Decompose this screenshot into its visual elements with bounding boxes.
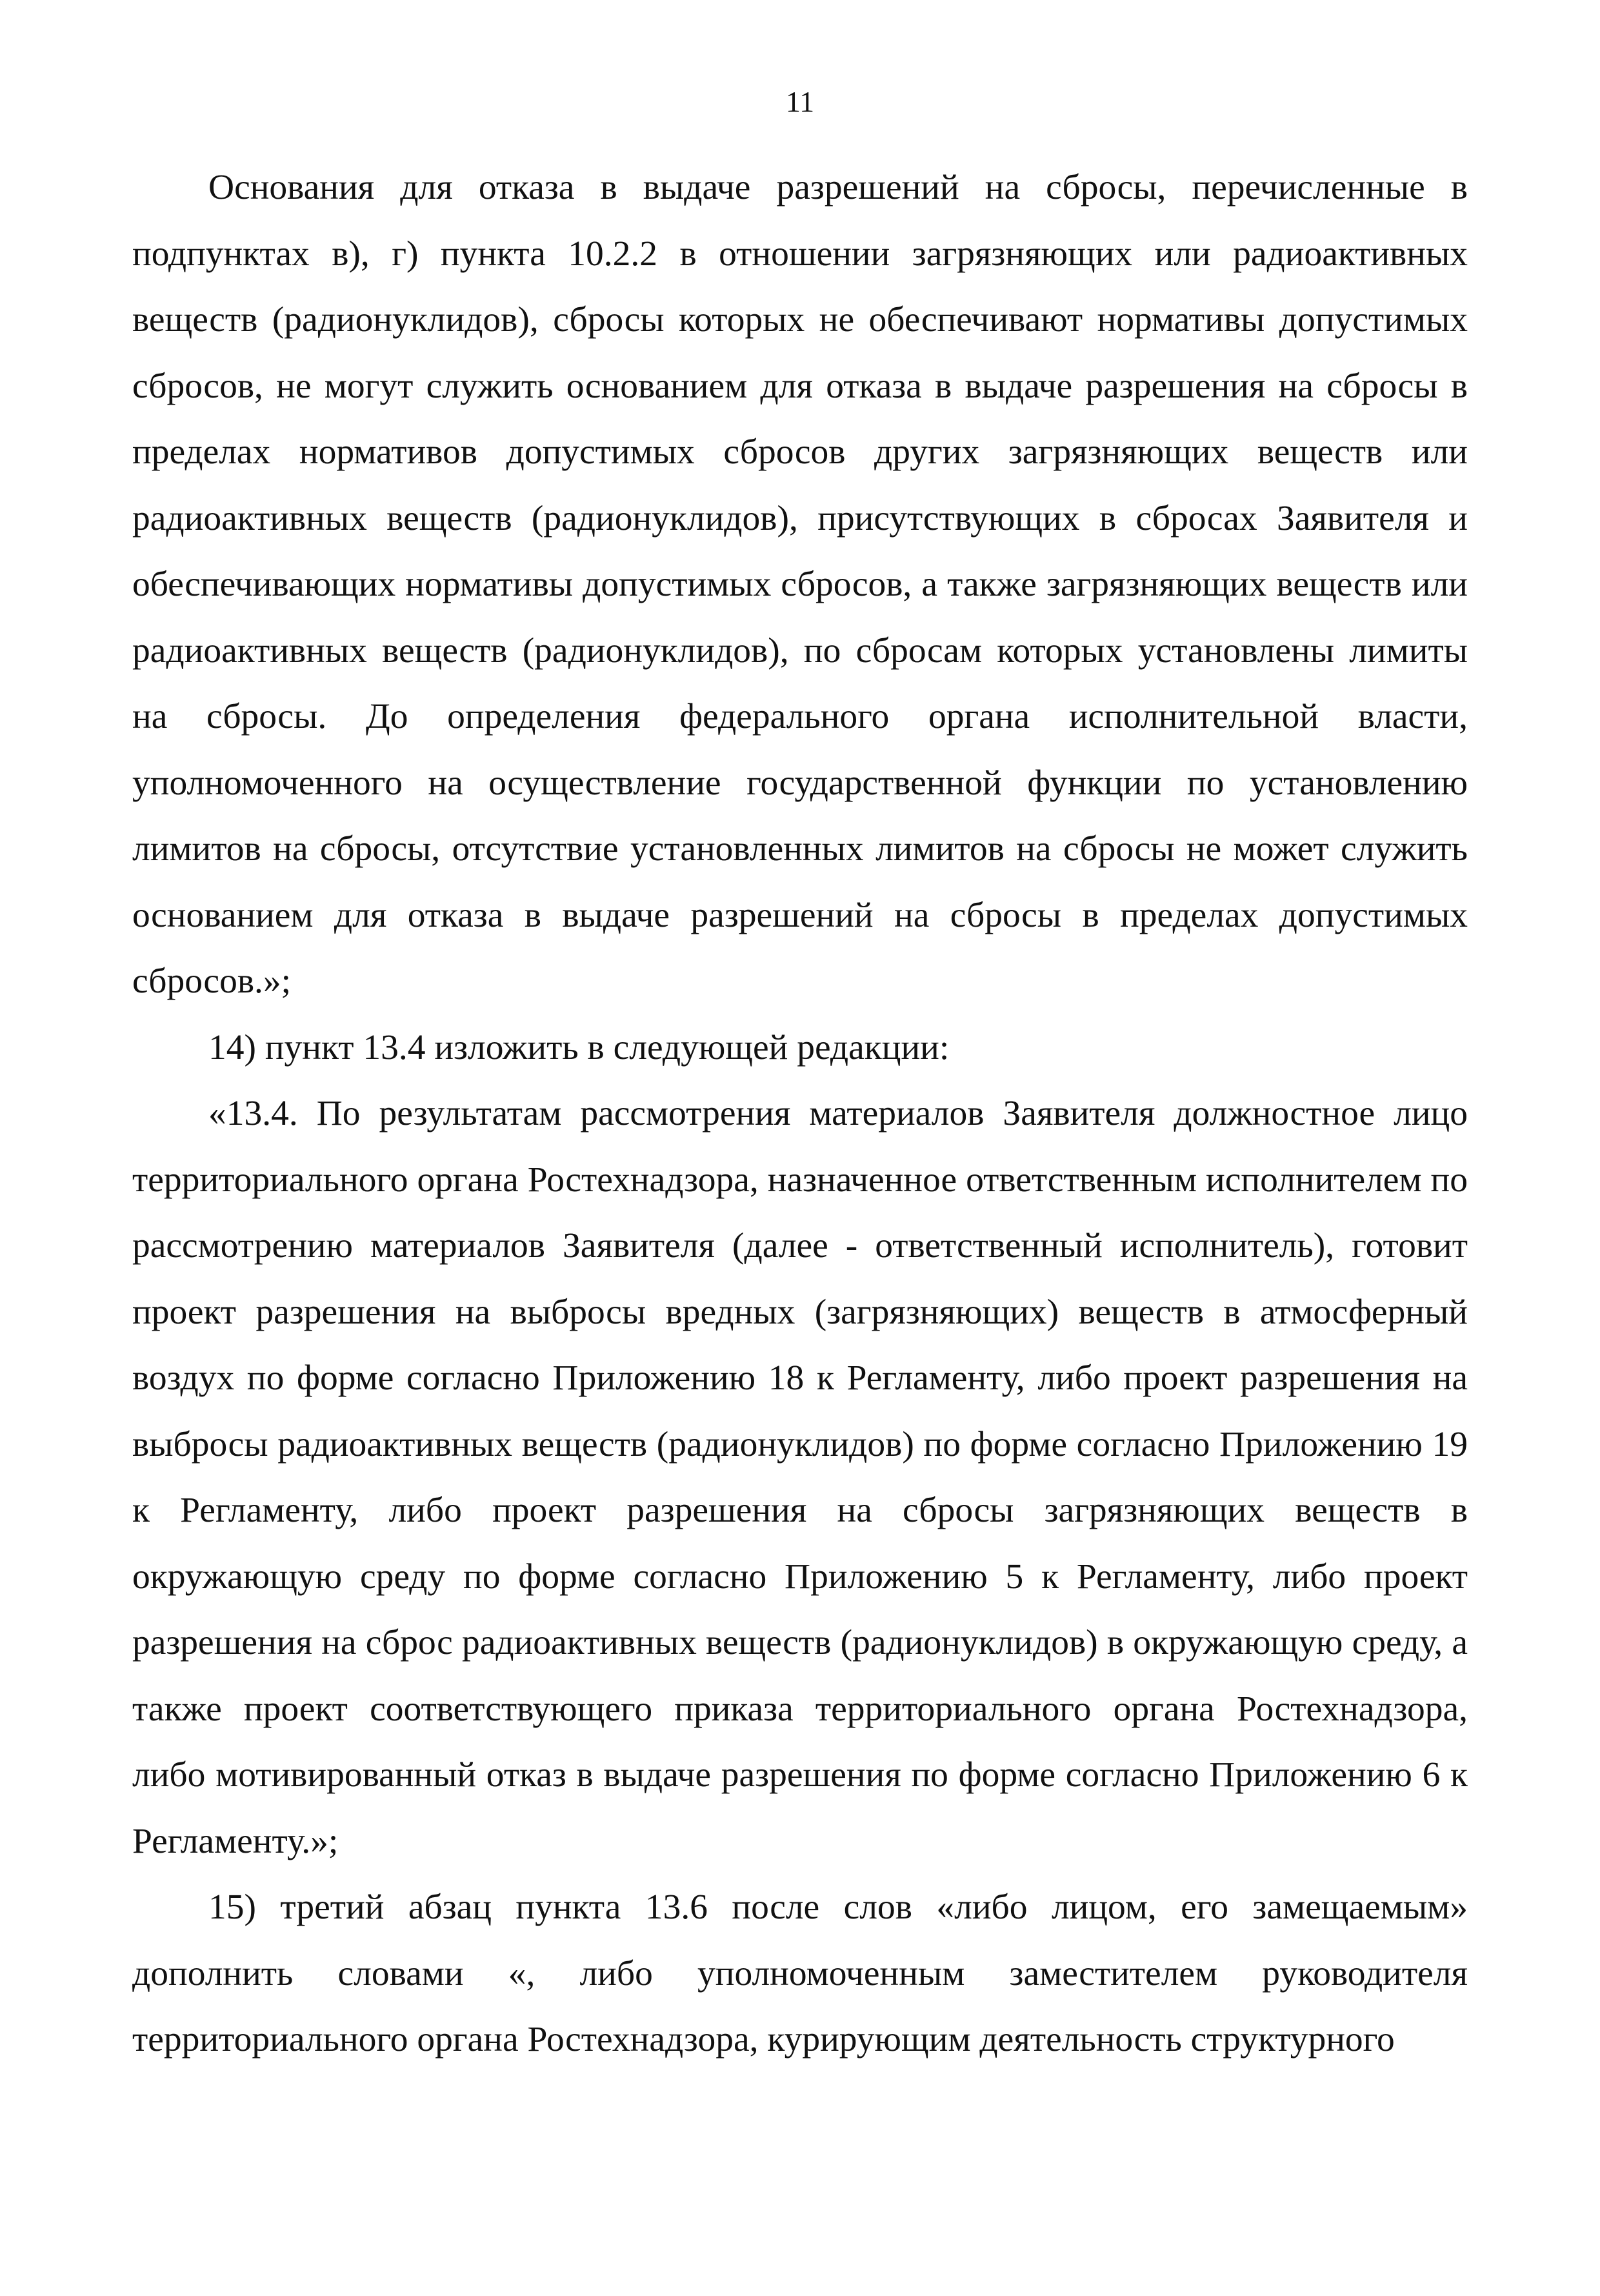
document-body <box>132 155 1468 2073</box>
page-number: 11 <box>785 85 815 118</box>
paragraph-discharge-refusal-grounds: Основания для отказа в выдаче разрешений на сбросы, перечисленные в подпунктах в), г) пункта 10.2.2 в отношении загрязняющих или радиоактивных веществ (радионуклидов), сбросы которых не обеспечивают нормативы допустимых сбросов, не могут служить основанием для отказа в выдаче разрешения на сбросы в пределах нормативов допустимых сбросов других загрязняющих веществ или радиоактивных веществ (радионуклидов), присутствующих в сбросах Заявителя и обеспечивающих нормативы допустимых сбросов, а также загрязняющих веществ или радиоактивных веществ (радионуклидов), по сбросам которых установлены лимиты на сбросы. До определения федерального органа исполнительной власти, уполномоченного на осуществление государственной функции по установлению лимитов на сбросы, отсутствие установленных лимитов на сбросы не может служить основанием для отказа в выдаче разрешений на сбросы в пределах допустимых сбросов.»; <box>132 168 1468 1001</box>
paragraph-clause-13-4: «13.4. По результатам рассмотрения материалов Заявителя должностное лицо территориального органа Ростехнадзора, назначенное ответственным исполнителем по рассмотрению материалов Заявителя (далее - ответственный исполнитель), готовит проект разрешения на выбросы вредных (загрязняющих) веществ в атмосферный воздух по форме согласно Приложению 18 к Регламенту, либо проект разрешения на выбросы радиоактивных веществ (радионуклидов) по форме согласно Приложению 19 к Регламенту, либо проект разрешения на сбросы загрязняющих веществ в окружающую среду по форме согласно Приложению 5 к Регламенту, либо проект разрешения на сброс радиоактивных веществ (радионуклидов) в окружающую среду, а также проект соответствующего приказа территориального органа Ростехнадзора, либо мотивированный отказ в выдаче разрешения по форме согласно Приложению 6 к Регламенту.»; <box>132 1094 1468 1861</box>
paragraph-item-15: 15) третий абзац пункта 13.6 после слов «либо лицом, его замещаемым» дополнить словами «, либо уполномоченным заместителем руководителя территориального органа Ростехнадзора, курирующим деятельность структурного <box>132 1888 1468 2059</box>
paragraph-item-14: 14) пункт 13.4 изложить в следующей редакции: <box>208 1027 950 1067</box>
